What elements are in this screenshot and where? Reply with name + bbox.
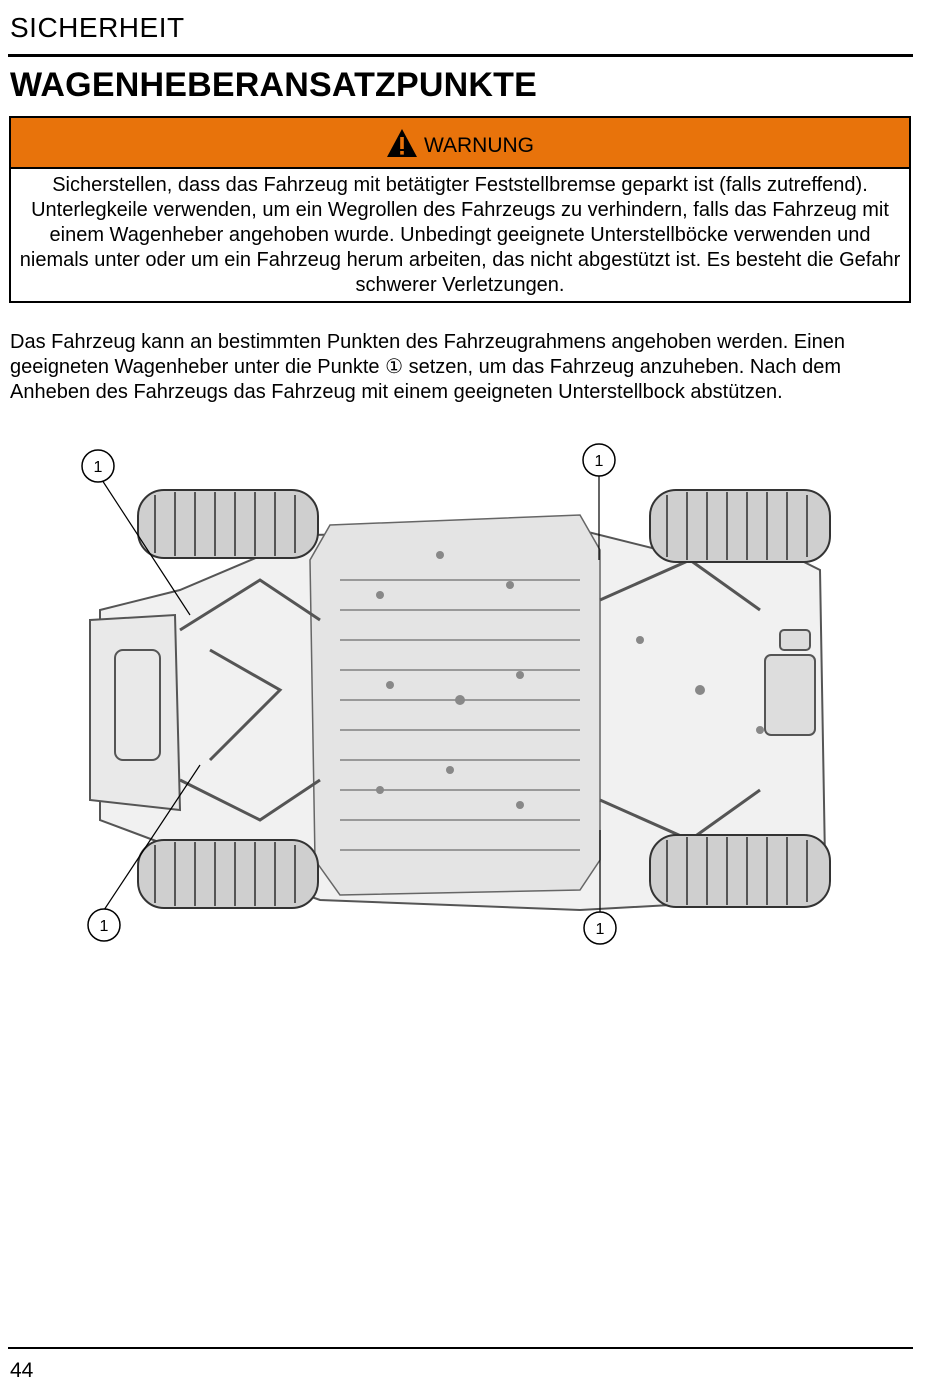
footer-rule <box>8 1347 913 1349</box>
callout-1-bottom-left <box>88 909 120 941</box>
vehicle-underside-figure <box>60 440 850 950</box>
warning-header <box>11 118 909 169</box>
callout-label: 1 <box>93 459 103 476</box>
callout-label: 1 <box>595 921 605 938</box>
page-title: WAGENHEBERANSATZPUNKTE <box>10 66 538 104</box>
section-header: SICHERHEIT <box>10 12 185 43</box>
warning-text: Sicherstellen, dass das Fahrzeug mit betätigter Feststellbremse geparkt ist (falls zutreffend). Unterlegkeile verwenden, um ein Wegrollen des Fahrzeugs zu verhindern, falls das Fahrzeug mit einem Wagenheber angehoben wurde. Unbedingt geeignete Unterstellböcke verwenden und niemals unter oder um ein Fahrzeug herum arbeiten, das nicht abgestützt ist. Es besteht die Gefahr schwerer Verletzungen. <box>19 174 901 296</box>
body-paragraph: Das Fahrzeug kann an bestimmten Punkten des Fahrzeugrahmens angehoben werden. Einen geeigneten Wagenheber unter die Punkte ① setzen, um das Fahrzeug anzuheben. Nach dem Anheben des Fahrzeugs das Fahrzeug mit einem geeigneten Unterstellbock abstützen. <box>10 331 845 403</box>
warning-label: WARNUNG <box>423 133 535 157</box>
callout-label: 1 <box>99 918 109 935</box>
page-number: 44 <box>10 1359 34 1382</box>
callout-1-top-left <box>82 450 114 482</box>
warning-box <box>9 116 911 303</box>
header-rule <box>8 54 913 57</box>
callout-1-bottom-right <box>584 912 616 944</box>
callout-label: 1 <box>594 453 604 470</box>
callout-1-top-right <box>583 444 615 476</box>
warning-triangle-icon <box>386 128 418 158</box>
